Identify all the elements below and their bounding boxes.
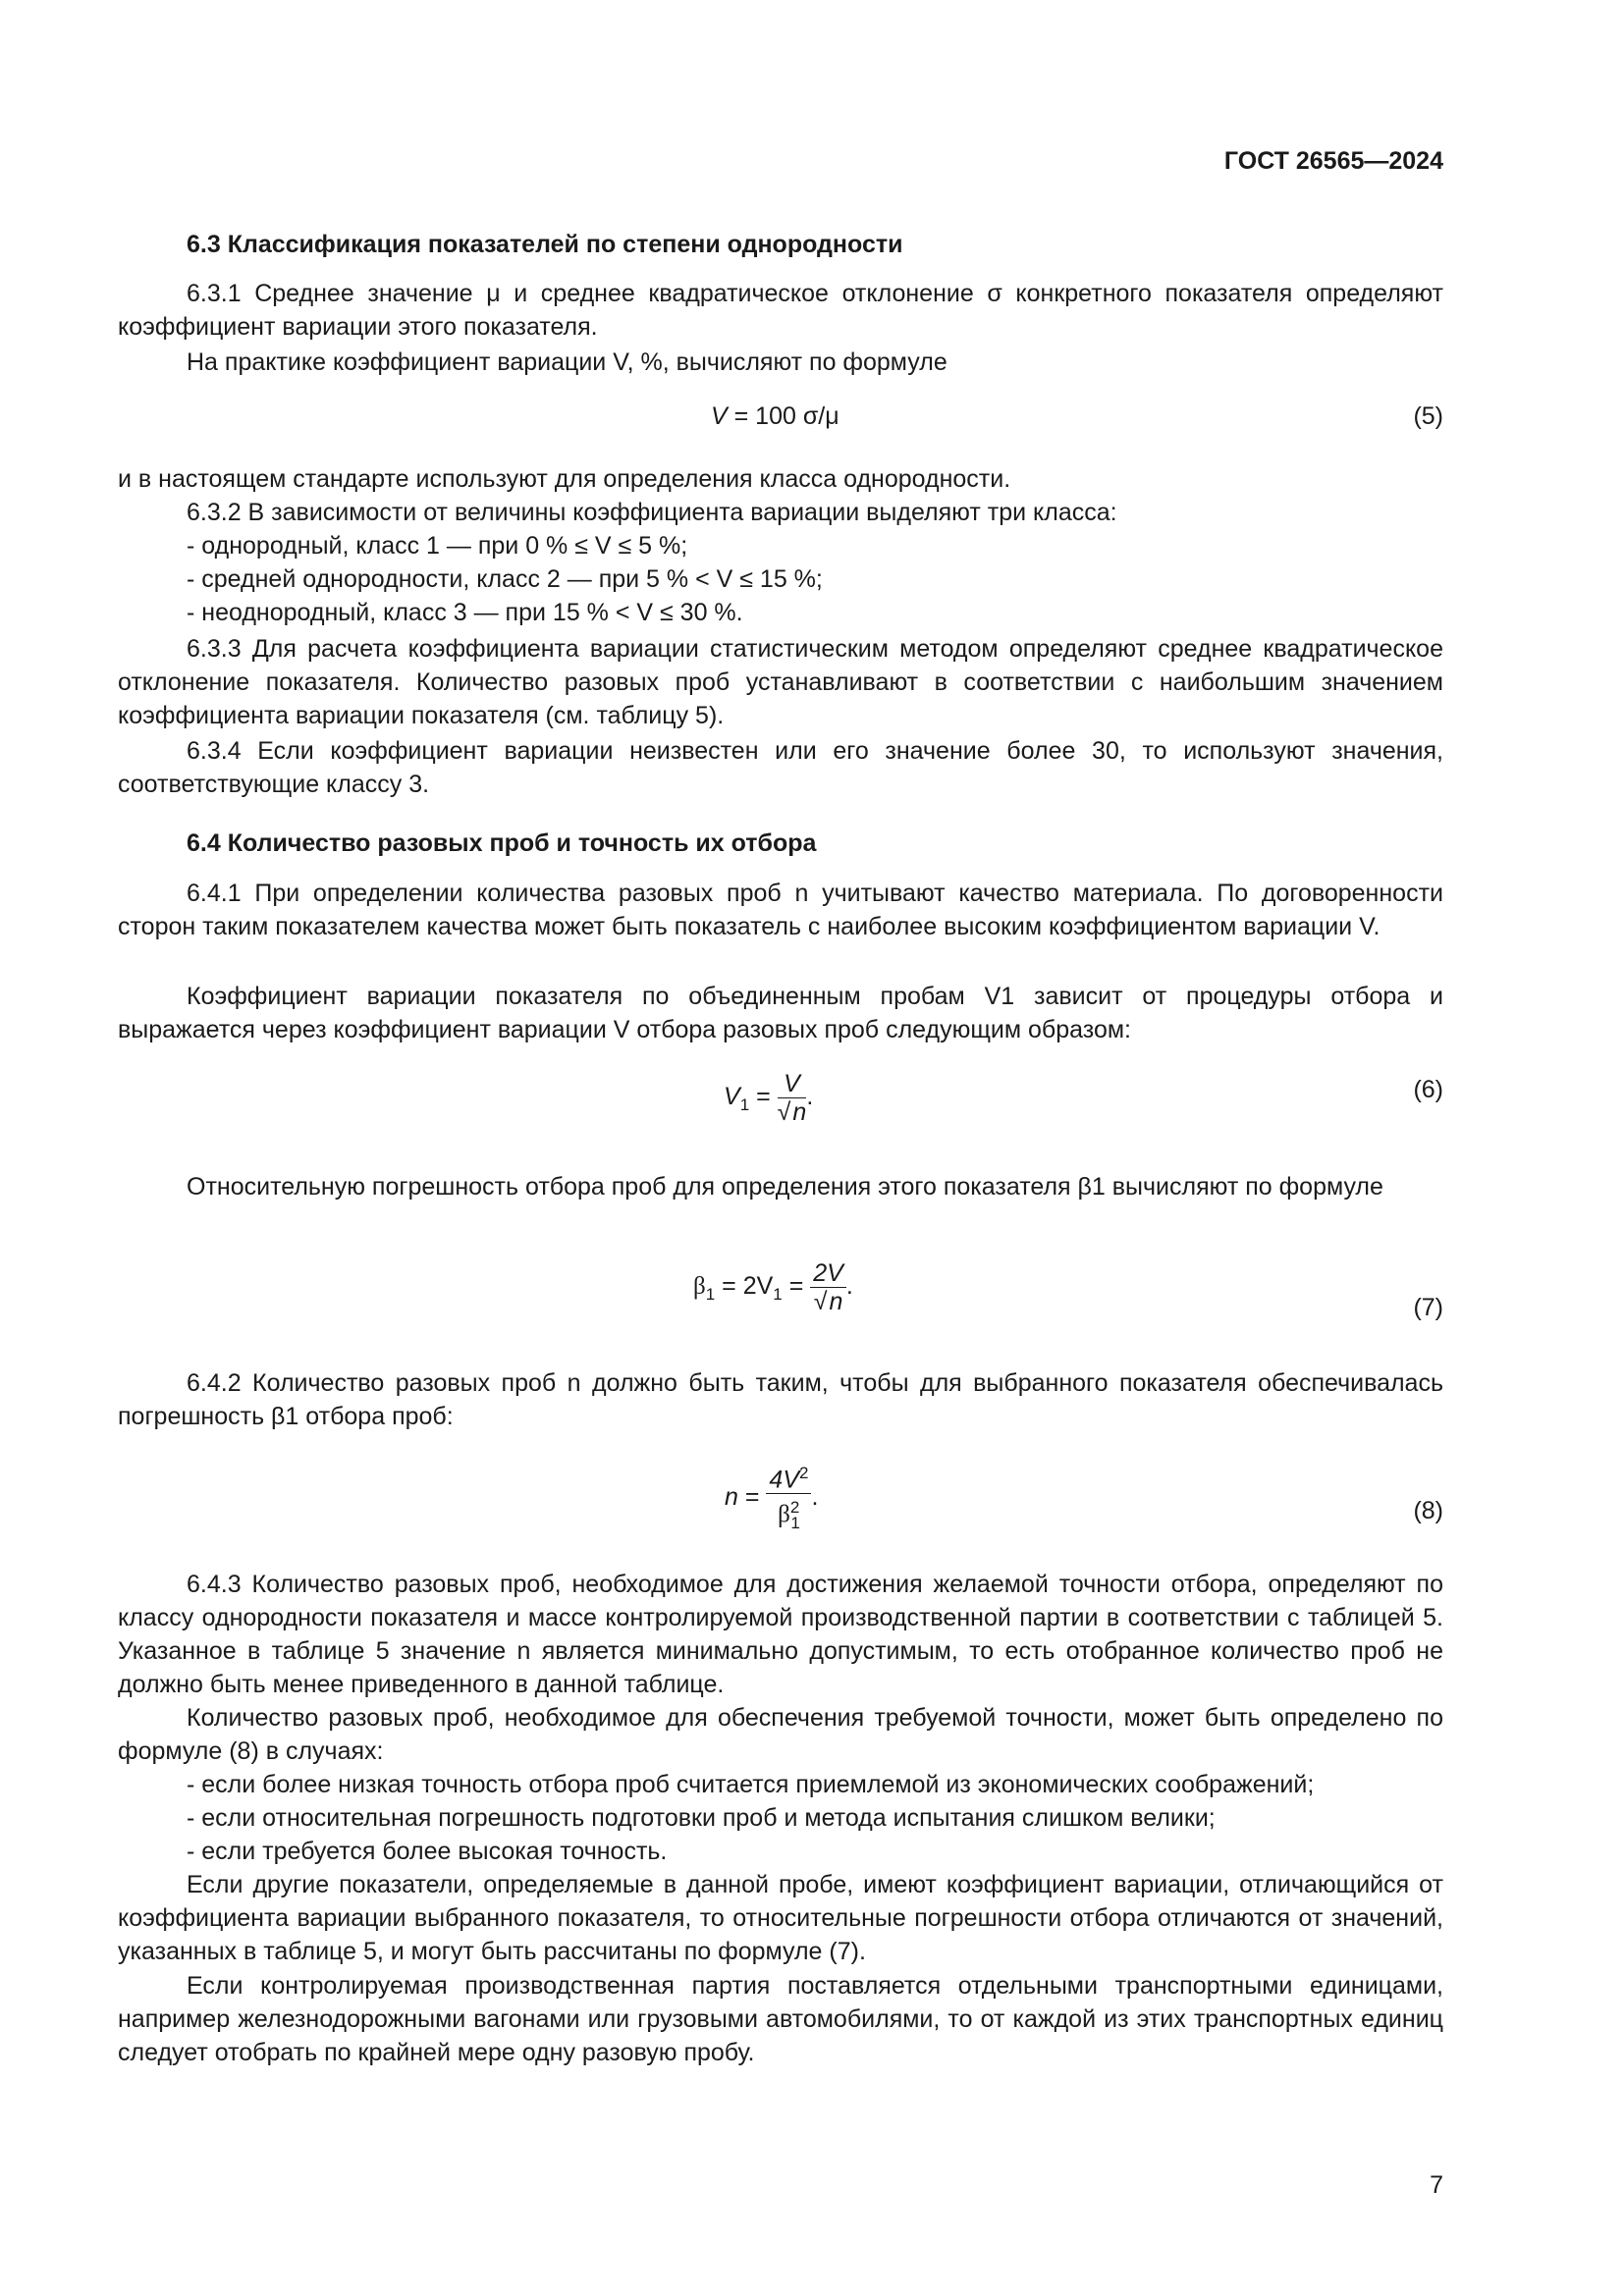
eq7-mid-sub: 1	[773, 1285, 783, 1305]
class-list-item-2: - средней однородности, класс 2 — при 5 % < V ≤ 15 %;	[187, 565, 823, 593]
eq7-beta: β	[693, 1273, 706, 1301]
para-6-3-3: 6.3.3 Для расчета коэффициента вариации статистическим методом определяют среднее квадратическое отклонение показателя. Количество разовых проб устанавливают в соответствии с наибольшим значением коэффициента вариации показателя (см. таблицу 5).	[118, 635, 1443, 729]
sqrt-icon: √	[777, 1098, 791, 1126]
para-6-4-3-cases: Количество разовых проб, необходимое для обеспечения требуемой точности, может быть определено по формуле (8) в случаях:	[118, 1704, 1443, 1765]
eq7-equals: =	[788, 1272, 804, 1301]
para-6-3-1-formula-intro: На практике коэффициент вариации V, %, вычисляют по формуле	[187, 348, 947, 376]
equation-8	[118, 1460, 1443, 1538]
eq7-beta-sub: 1	[705, 1285, 716, 1305]
equation-5-body	[711, 402, 839, 431]
para-6-4-3-other: Если другие показатели, определяемые в данной пробе, имеют коэффициент вариации, отличающийся от коэффициента вариации выбранного показателя, то относительные погрешности отбора отличаются от значений, указанных в таблице 5, и могут быть рассчитаны по формуле (7).	[118, 1871, 1443, 1965]
para-6-4-3-transport: Если контролируемая производственная партия поставляется отдельными транспортными единицами, например железнодорожными вагонами или грузовыми автомобилями, то от каждой из этих транспортных единиц следует отобрать по крайней мере одну разовую пробу.	[118, 1972, 1443, 2066]
eq8-equals: =	[744, 1482, 760, 1511]
eq7-numerator: 2V	[813, 1259, 843, 1287]
page-number: 7	[1430, 2171, 1443, 2199]
document-page	[118, 0, 1443, 2296]
case-list-item-3: - если требуется более высокая точность.	[187, 1838, 668, 1865]
class-list-item-1: - однородный, класс 1 — при 0 % ≤ V ≤ 5 %;	[187, 532, 688, 560]
eq8-denominator-sub: 1	[790, 1513, 800, 1532]
eq8-numerator: 4V	[769, 1466, 800, 1494]
equation-8-number: (8)	[1413, 1497, 1443, 1524]
equation-5	[118, 402, 1443, 438]
eq6-fraction	[778, 1070, 807, 1126]
case-list-item-1: - если более низкая точность отбора проб считается приемлемой из экономических соображений;	[187, 1771, 1315, 1798]
eq7-fraction	[810, 1259, 846, 1315]
eq6-lhs-sub: 1	[739, 1095, 750, 1115]
eq6-numerator: V	[784, 1070, 800, 1097]
eq7-mid: = 2V	[722, 1272, 774, 1301]
para-6-3-2: 6.3.2 В зависимости от величины коэффициента вариации выделяют три класса:	[187, 499, 1117, 526]
eq5-variable: V	[711, 402, 728, 430]
eq8-denominator-sup: 2	[789, 1498, 800, 1518]
equation-7-number: (7)	[1413, 1294, 1443, 1321]
equation-7	[118, 1259, 1443, 1333]
equation-6-number: (6)	[1413, 1076, 1443, 1103]
para-6-4-3: 6.4.3 Количество разовых проб, необходимое для достижения желаемой точности отбора, определяют по классу однородности показателя и массе контролируемой производственной партии в соответствии с таблицей 5. Указанное в таблице 5 значение n является минимально допустимым, то есть отобранное количество проб не должно быть менее приведенного в данной таблице.	[118, 1571, 1443, 1698]
section-6-4-heading: 6.4 Количество разовых проб и точность их отбора	[187, 829, 817, 857]
equation-8-body: n = $\frac{4V^2}{\beta^2_1}$ .	[725, 1460, 818, 1537]
section-6-3-heading: 6.3 Классификация показателей по степени однородности	[187, 231, 903, 258]
eq8-fraction	[766, 1460, 811, 1537]
standard-code: ГОСТ 26565—2024	[1223, 147, 1443, 175]
para-6-4-2: 6.4.2 Количество разовых проб n должно быть таким, чтобы для выбранного показателя обеспечивалась погрешность β1 отбора проб:	[118, 1369, 1443, 1430]
equation-6-body: $V_1$ = $\frac{V}{√n}$ .	[724, 1070, 814, 1126]
para-6-4-1-beta: Относительную погрешность отбора проб для определения этого показателя β1 вычисляют по формуле	[187, 1173, 1383, 1201]
sqrt-icon: √	[813, 1288, 828, 1315]
para-6-4-1-cont: Коэффициент вариации показателя по объединенным пробам V1 зависит от процедуры отбора и выражается через коэффициент вариации V отбора разовых проб следующим образом:	[118, 983, 1443, 1043]
eq5-rhs: = 100 σ/μ	[733, 402, 839, 430]
eq7-radicand: n	[829, 1288, 843, 1315]
case-list-item-2: - если относительная погрешность подготовки проб и метода испытания слишком велики;	[187, 1804, 1216, 1832]
para-6-3-1-cont: и в настоящем стандарте используют для определения класса однородности.	[118, 465, 1011, 493]
eq6-radicand: n	[792, 1098, 807, 1126]
eq8-lhs: n	[725, 1482, 738, 1511]
equation-6	[118, 1070, 1443, 1139]
eq6-equals: =	[756, 1083, 771, 1111]
class-list-item-3: - неоднородный, класс 3 — при 15 % < V ≤ 30 %.	[187, 599, 743, 626]
eq8-denominator: β	[778, 1501, 790, 1528]
eq8-numerator-sup: 2	[799, 1464, 809, 1482]
para-6-3-4: 6.3.4 Если коэффициент вариации неизвестен или его значение более 30, то используют значения, соответствующие классу 3.	[118, 737, 1443, 798]
para-6-3-1: 6.3.1 Среднее значение μ и среднее квадратическое отклонение σ конкретного показателя определяют коэффициент вариации этого показателя.	[118, 280, 1443, 341]
eq6-lhs: V	[724, 1083, 740, 1111]
para-6-4-1: 6.4.1 При определении количества разовых проб n учитывают качество материала. По договоренности сторон таким показателем качества может быть показатель с наиболее высоким коэффициентом вариации V.	[118, 880, 1443, 940]
equation-7-body: $\beta_1 = 2V_1$ = $\frac{2V}{√n}$ .	[693, 1259, 853, 1315]
equation-5-number: (5)	[1413, 402, 1443, 430]
